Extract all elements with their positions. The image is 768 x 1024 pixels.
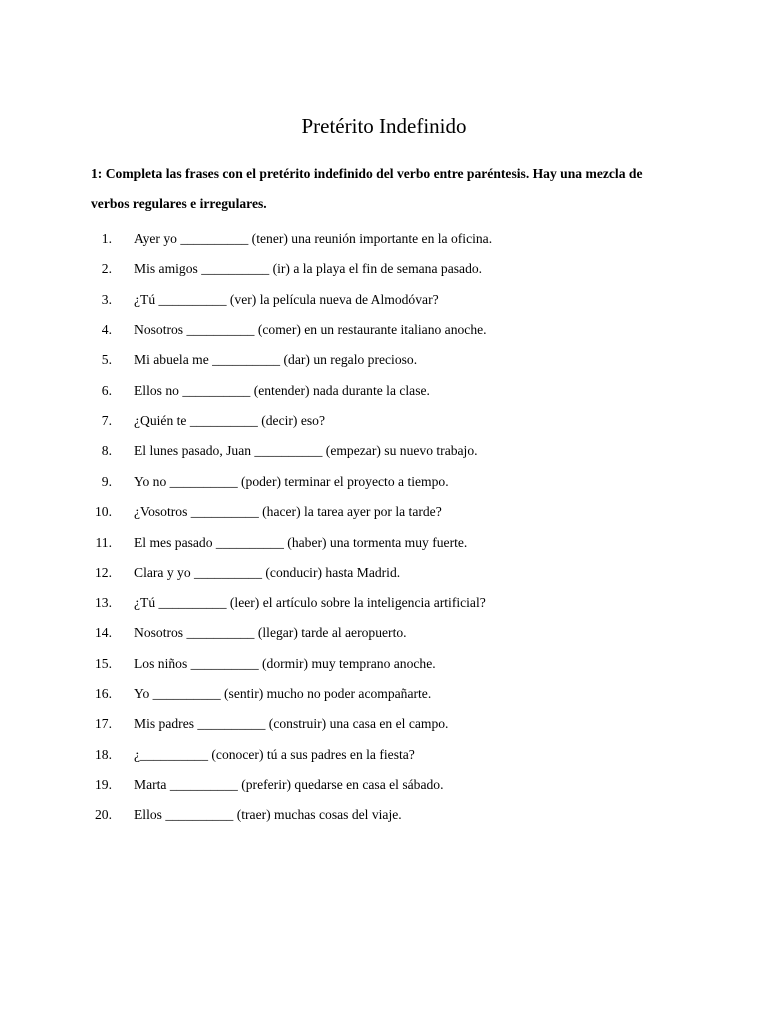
exercise-item xyxy=(0,440,768,462)
exercise-item xyxy=(0,804,768,826)
item-sentence: Yo no __________ (poder) terminar el proyecto a tiempo. xyxy=(134,474,449,489)
exercise-item xyxy=(0,380,768,402)
item-sentence: Clara y yo __________ (conducir) hasta Madrid. xyxy=(134,565,401,580)
item-number: 19. xyxy=(95,777,112,792)
item-number: 11. xyxy=(95,535,112,550)
item-number: 13. xyxy=(95,595,112,610)
item-sentence: Ayer yo __________ (tener) una reunión importante en la oficina. xyxy=(134,231,493,246)
item-number: 7. xyxy=(101,413,112,428)
item-number: 1. xyxy=(101,231,112,246)
exercise-item xyxy=(0,774,768,796)
exercise-item xyxy=(0,410,768,432)
exercise-instructions: 1: Completa las frases con el pretérito indefinido del verbo entre paréntesis. Hay una mezcla de verbos regulares e irregulares. xyxy=(91,166,643,211)
exercise-item xyxy=(0,713,768,735)
item-number: 16. xyxy=(95,686,112,701)
item-sentence: Mis padres __________ (construir) una casa en el campo. xyxy=(134,716,449,731)
exercise-item xyxy=(0,683,768,705)
item-number: 5. xyxy=(101,352,112,367)
item-number: 17. xyxy=(95,716,112,731)
page-title: Pretérito Indefinido xyxy=(301,114,467,138)
item-number: 18. xyxy=(95,747,112,762)
item-sentence: ¿Vosotros __________ (hacer) la tarea ayer por la tarde? xyxy=(134,504,442,519)
item-number: 20. xyxy=(95,807,112,822)
item-sentence: Mi abuela me __________ (dar) un regalo precioso. xyxy=(134,352,418,367)
item-number: 15. xyxy=(95,656,112,671)
item-sentence: Los niños __________ (dormir) muy temprano anoche. xyxy=(134,656,436,671)
item-sentence: ¿Tú __________ (leer) el artículo sobre la inteligencia artificial? xyxy=(134,595,486,610)
item-number: 3. xyxy=(101,292,112,307)
exercise-item xyxy=(0,653,768,675)
item-number: 12. xyxy=(95,565,112,580)
item-sentence: Mis amigos __________ (ir) a la playa el fin de semana pasado. xyxy=(134,261,483,276)
item-sentence: Nosotros __________ (comer) en un restaurante italiano anoche. xyxy=(134,322,487,337)
exercise-item xyxy=(0,744,768,766)
exercise-item xyxy=(0,349,768,371)
item-sentence: ¿__________ (conocer) tú a sus padres en la fiesta? xyxy=(134,747,415,762)
item-sentence: El lunes pasado, Juan __________ (empezar) su nuevo trabajo. xyxy=(134,443,478,458)
item-number: 9. xyxy=(101,474,112,489)
item-number: 2. xyxy=(101,261,112,276)
item-sentence: El mes pasado __________ (haber) una tormenta muy fuerte. xyxy=(134,535,468,550)
item-sentence: ¿Quién te __________ (decir) eso? xyxy=(134,413,326,428)
item-sentence: Marta __________ (preferir) quedarse en casa el sábado. xyxy=(134,777,444,792)
exercise-item xyxy=(0,228,768,250)
item-number: 4. xyxy=(101,322,112,337)
exercise-item xyxy=(0,592,768,614)
item-sentence: ¿Tú __________ (ver) la película nueva de Almodóvar? xyxy=(134,292,439,307)
item-sentence: Yo __________ (sentir) mucho no poder acompañarte. xyxy=(134,686,432,701)
exercise-item xyxy=(0,289,768,311)
item-number: 14. xyxy=(95,625,112,640)
item-number: 8. xyxy=(101,443,112,458)
exercise-item xyxy=(0,562,768,584)
item-sentence: Nosotros __________ (llegar) tarde al aeropuerto. xyxy=(134,625,407,640)
exercise-item xyxy=(0,501,768,523)
exercise-item xyxy=(0,622,768,644)
exercise-item xyxy=(0,532,768,554)
item-number: 6. xyxy=(101,383,112,398)
exercise-item xyxy=(0,258,768,280)
item-sentence: Ellos __________ (traer) muchas cosas del viaje. xyxy=(134,807,402,822)
exercise-item xyxy=(0,471,768,493)
exercise-item xyxy=(0,319,768,341)
item-number: 10. xyxy=(95,504,112,519)
item-sentence: Ellos no __________ (entender) nada durante la clase. xyxy=(134,383,430,398)
